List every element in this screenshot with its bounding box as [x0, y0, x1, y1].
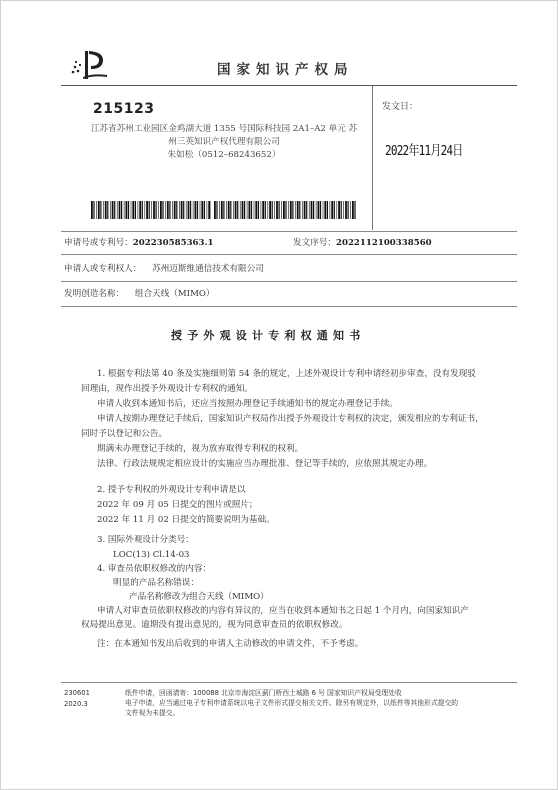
send-date: 2022年11月24日	[385, 143, 463, 159]
body-paragraph: 法律、行政法规规定相应设计的实施应当办理批准、登记等手续的，应依照其规定办理。	[97, 459, 433, 469]
application-number-label: 申请号或专利号：	[64, 238, 133, 248]
form-number: 230601	[64, 689, 90, 697]
application-number: 202230585363.1	[132, 238, 214, 248]
barcode-left	[91, 201, 211, 219]
body-paragraph: 权局提出意见。逾期没有提出意见的，视为同意审查员的依职权修改。	[81, 620, 348, 630]
address-line: 州三英知识产权代理有限公司	[168, 137, 280, 147]
header-divider	[61, 85, 517, 86]
recipient-address	[89, 123, 359, 162]
cnipa-logo-icon	[69, 47, 113, 81]
note-paragraph: 注：在本通知书发出后收到的申请人主动修改的申请文件，不予考虑。	[97, 639, 364, 649]
row-divider	[61, 231, 517, 232]
row-divider	[61, 281, 517, 282]
serial-number: 2022112100338560	[335, 238, 432, 248]
invention-row	[64, 287, 215, 299]
applicant-label: 申请人或专利权人：	[64, 264, 142, 274]
footer-line: 文件视为未提交。	[125, 709, 180, 717]
body-paragraph: 期满未办理登记手续的，视为放弃取得专利权的权利。	[97, 444, 304, 454]
invention-label: 发明创造名称：	[64, 289, 125, 299]
office-name: 国家知识产权局	[217, 62, 354, 78]
body-paragraph: 3. 国际外观设计分类号：	[97, 535, 194, 545]
form-version: 2020.3	[64, 700, 88, 708]
body-paragraph: 4. 审查员依职权修改的内容：	[97, 564, 212, 574]
body-paragraph: 同时予以登记和公告。	[81, 429, 167, 439]
barcode-right	[214, 201, 356, 219]
classification-code: LOC(13) Cl.14-03	[113, 550, 190, 560]
row-divider	[61, 254, 517, 255]
body-paragraph: 2. 授予专利权的外观设计专利申请是以	[97, 485, 246, 495]
postal-code: 215123	[93, 101, 155, 117]
footer-divider	[61, 682, 517, 683]
row-divider	[61, 306, 517, 307]
serial-number-label: 发文序号：	[293, 238, 336, 248]
body-paragraph: 明显的产品名称错误：	[113, 578, 199, 588]
application-number-row	[64, 236, 214, 248]
notice-title: 授予外观设计专利权通知书	[171, 329, 366, 342]
body-paragraph: 申请人对审查员依职权修改的内容有异议的，应当在收到本通知书之日起 1 个月内，向国家知识产	[97, 606, 469, 616]
applicant-name: 苏州迈斯维通信技术有限公司	[152, 264, 264, 274]
footer-instructions	[125, 688, 511, 718]
body-paragraph: 申请人收到本通知书后，还应当按照办理登记手续通知书的规定办理登记手续。	[97, 399, 398, 409]
invention-name: 组合天线（MIMO）	[134, 289, 215, 299]
address-line: 朱如松（0512–68243652）	[167, 150, 281, 160]
address-line: 江苏省苏州工业园区金鸡湖大道 1355 号国际科技园 2A1–A2 单元 苏	[90, 124, 358, 134]
footer-line: 纸件申请，回函请寄：100088 北京市海淀区蓟门桥西土城路 6 号 国家知识产权局受理处收	[125, 689, 402, 697]
applicant-row	[64, 262, 264, 274]
body-paragraph: 产品名称修改为组合天线（MIMO）	[129, 592, 269, 602]
header-column-divider	[372, 86, 373, 230]
body-paragraph: 申请人按期办理登记手续后，国家知识产权局作出授予外观设计专利权的决定，颁发相应的专利证书，	[97, 414, 484, 424]
serial-number-row	[293, 236, 432, 248]
body-paragraph: 2022 年 09 月 05 日提交的图片或照片；	[97, 500, 258, 510]
body-paragraph: 回理由，现作出授予外观设计专利权的通知。	[81, 384, 253, 394]
body-paragraph: 1. 根据专利法第 40 条及实施细则第 54 条的规定，上述外观设计专利申请经初步审查，没有发现驳	[97, 369, 476, 379]
send-date-label: 发文日：	[382, 102, 419, 112]
body-paragraph: 2022 年 11 月 02 日提交的简要说明为基础。	[97, 515, 275, 525]
footer-line: 电子申请，应当通过电子专利申请系统以电子文件形式提交相关文件。除另有规定外，以纸件等其他形式提交的	[125, 699, 459, 707]
